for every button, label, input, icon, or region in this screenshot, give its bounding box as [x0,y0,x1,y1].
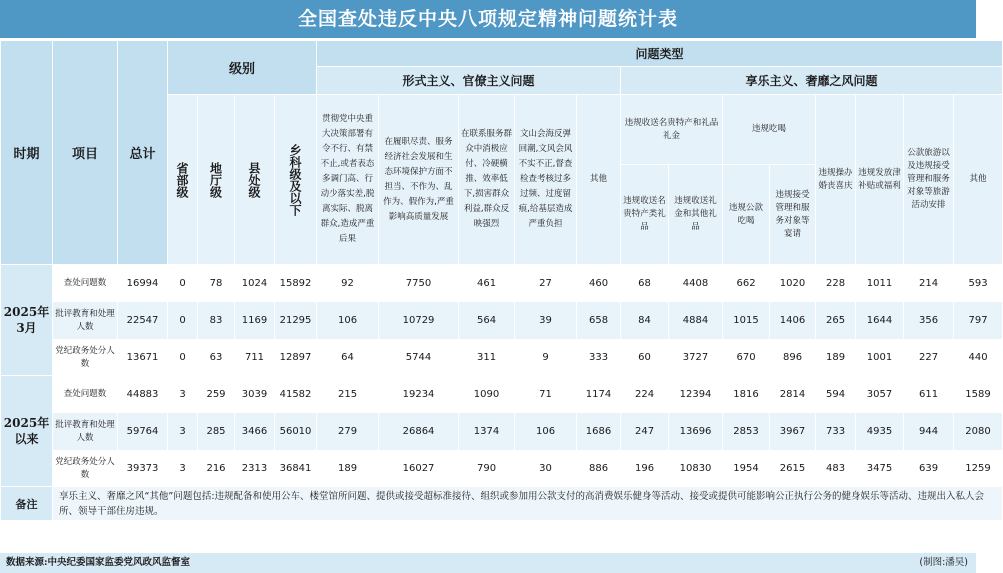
header-gifts-col-specialty: 违规收送名贵特产类礼品 [621,165,669,265]
cell-value: 16027 [379,451,459,487]
cell-value: 944 [904,413,954,451]
cell-value: 259 [198,376,235,413]
cell-value: 215 [317,376,379,413]
footer-bar [0,553,976,573]
note-label: 备注 [1,487,53,521]
cell-value: 639 [904,451,954,487]
cell-value: 3039 [235,376,275,413]
cell-value: 670 [723,340,770,376]
cell-value: 285 [198,413,235,451]
row-item-label: 查处问题数 [53,265,118,302]
cell-value: 247 [621,413,669,451]
cell-value: 60 [621,340,669,376]
cell-value: 790 [459,451,515,487]
cell-value: 1589 [954,376,1003,413]
cell-value: 39373 [118,451,168,487]
header-hedonism-col-other: 其他 [954,95,1003,265]
note-text: 享乐主义、奢靡之风“其他”问题包括:违规配备和使用公车、楼堂馆所问题、提供或接受超标准接待、组织或参加用公款支付的高消费娱乐健身等活动、接受或提供可能影响公正执行公务的健身娱乐等活动、违规出入私人会所、领导干部住房违规。 [53,487,1003,521]
cell-value: 4408 [669,265,723,302]
data-source: 数据来源:中央纪委国家监委党风政风监督室 [6,557,191,568]
cell-value: 797 [954,302,1003,340]
cell-value: 13671 [118,340,168,376]
cell-value: 10830 [669,451,723,487]
cell-value: 39 [515,302,577,340]
cell-value: 12897 [275,340,317,376]
cell-value: 5744 [379,340,459,376]
header-gifts-col-cash: 违规收送礼金和其他礼品 [669,165,723,265]
cell-value: 611 [904,376,954,413]
cell-value: 2313 [235,451,275,487]
period-label: 2025年以来 [1,376,53,487]
cell-value: 3 [168,451,198,487]
header-level-provincial: 省部级 [168,95,198,265]
cell-value: 0 [168,302,198,340]
header-formalism: 形式主义、官僚主义问题 [317,67,621,95]
note-row [1,487,1003,521]
cell-value: 711 [235,340,275,376]
cell-value: 214 [904,265,954,302]
table-row [1,302,1003,340]
cell-value: 1816 [723,376,770,413]
header-formalism-col-other: 其他 [577,95,621,265]
cell-value: 4935 [856,413,904,451]
header-formalism-col-1: 贯彻党中央重大决策部署有令不行、有禁不止,或者表态多调门高、行动少落实差,脱离实际、脱离群众,造成严重后果 [317,95,379,265]
cell-value: 1001 [856,340,904,376]
cell-value: 44883 [118,376,168,413]
row-item-label: 查处问题数 [53,376,118,413]
cell-value: 3 [168,413,198,451]
row-item-label: 党纪政务处分人数 [53,340,118,376]
cell-value: 3 [168,376,198,413]
cell-value: 41582 [275,376,317,413]
cell-value: 216 [198,451,235,487]
header-hedonism-col-travel: 公款旅游以及违规接受管理和服务对象等旅游活动安排 [904,95,954,265]
table-row [1,340,1003,376]
header-formalism-col-2: 在履职尽责、服务经济社会发展和生态环境保护方面不担当、不作为、乱作为、假作为,严重影响高质量发展 [379,95,459,265]
header-hedonism-col-weddings: 违规操办婚丧喜庆 [816,95,856,265]
cell-value: 461 [459,265,515,302]
cell-value: 1024 [235,265,275,302]
cell-value: 63 [198,340,235,376]
cell-value: 106 [515,413,577,451]
header-problem-type: 问题类型 [317,41,1003,67]
row-item-label: 批评教育和处理人数 [53,302,118,340]
cell-value: 1259 [954,451,1003,487]
cell-value: 1020 [770,265,816,302]
cell-value: 0 [168,265,198,302]
stats-table [0,40,1003,521]
header-period: 时期 [1,41,53,265]
cell-value: 15892 [275,265,317,302]
cell-value: 16994 [118,265,168,302]
cell-value: 10729 [379,302,459,340]
header-total: 总计 [118,41,168,265]
cell-value: 4884 [669,302,723,340]
period-label: 2025年3月 [1,265,53,376]
cell-value: 658 [577,302,621,340]
cell-value: 13696 [669,413,723,451]
cell-value: 71 [515,376,577,413]
table-row [1,265,1003,302]
cell-value: 64 [317,340,379,376]
cell-value: 9 [515,340,577,376]
cell-value: 333 [577,340,621,376]
header-formalism-col-3: 在联系服务群众中消极应付、冷硬横推、效率低下,损害群众利益,群众反映强烈 [459,95,515,265]
cell-value: 78 [198,265,235,302]
table-title: 全国查处违反中央八项规定精神问题统计表 [0,0,976,38]
cell-value: 1169 [235,302,275,340]
cell-value: 27 [515,265,577,302]
cell-value: 3466 [235,413,275,451]
cell-value: 1686 [577,413,621,451]
header-level: 级别 [168,41,317,95]
header-level-county: 县处级 [235,95,275,265]
cell-value: 84 [621,302,669,340]
cell-value: 593 [954,265,1003,302]
cell-value: 21295 [275,302,317,340]
cell-value: 1015 [723,302,770,340]
header-eating-col-public: 违规公款吃喝 [723,165,770,265]
cell-value: 2080 [954,413,1003,451]
cell-value: 106 [317,302,379,340]
cell-value: 1374 [459,413,515,451]
cell-value: 1644 [856,302,904,340]
header-hedonism: 享乐主义、奢靡之风问题 [621,67,1003,95]
cell-value: 22547 [118,302,168,340]
row-item-label: 党纪政务处分人数 [53,451,118,487]
cell-value: 564 [459,302,515,340]
cell-value: 3967 [770,413,816,451]
cell-value: 1090 [459,376,515,413]
cell-value: 594 [816,376,856,413]
cell-value: 483 [816,451,856,487]
cell-value: 3057 [856,376,904,413]
cell-value: 1011 [856,265,904,302]
cell-value: 227 [904,340,954,376]
cell-value: 196 [621,451,669,487]
cell-value: 3727 [669,340,723,376]
cell-value: 356 [904,302,954,340]
cell-value: 224 [621,376,669,413]
header-formalism-col-4: 文山会海反弹回潮,文风会风不实不正,督查检查考核过多过频、过度留痕,给基层造成严重负担 [515,95,577,265]
header-level-prefectural: 地厅级 [198,95,235,265]
cell-value: 440 [954,340,1003,376]
header-gifts-group: 违规收送名贵特产和礼品礼金 [621,95,723,165]
cell-value: 189 [816,340,856,376]
cell-value: 896 [770,340,816,376]
cell-value: 886 [577,451,621,487]
cell-value: 92 [317,265,379,302]
header-hedonism-col-subsidies: 违规发放津补贴或福利 [856,95,904,265]
cell-value: 311 [459,340,515,376]
header-eating-col-banquet: 违规接受管理和服务对象等宴请 [770,165,816,265]
cell-value: 1954 [723,451,770,487]
cell-value: 19234 [379,376,459,413]
cell-value: 1406 [770,302,816,340]
cell-value: 36841 [275,451,317,487]
table-row [1,451,1003,487]
chart-maker: (制图:潘昊) [919,557,968,568]
cell-value: 12394 [669,376,723,413]
cell-value: 279 [317,413,379,451]
cell-value: 2814 [770,376,816,413]
cell-value: 733 [816,413,856,451]
cell-value: 460 [577,265,621,302]
cell-value: 7750 [379,265,459,302]
row-item-label: 批评教育和处理人数 [53,413,118,451]
header-eating-group: 违规吃喝 [723,95,816,165]
cell-value: 265 [816,302,856,340]
cell-value: 2615 [770,451,816,487]
cell-value: 0 [168,340,198,376]
cell-value: 83 [198,302,235,340]
header-item: 项目 [53,41,118,265]
cell-value: 2853 [723,413,770,451]
header-level-township: 乡科级及以下 [275,95,317,265]
table-row [1,413,1003,451]
cell-value: 30 [515,451,577,487]
cell-value: 1174 [577,376,621,413]
cell-value: 228 [816,265,856,302]
cell-value: 3475 [856,451,904,487]
cell-value: 56010 [275,413,317,451]
cell-value: 26864 [379,413,459,451]
cell-value: 189 [317,451,379,487]
cell-value: 68 [621,265,669,302]
table-row [1,376,1003,413]
cell-value: 59764 [118,413,168,451]
cell-value: 662 [723,265,770,302]
